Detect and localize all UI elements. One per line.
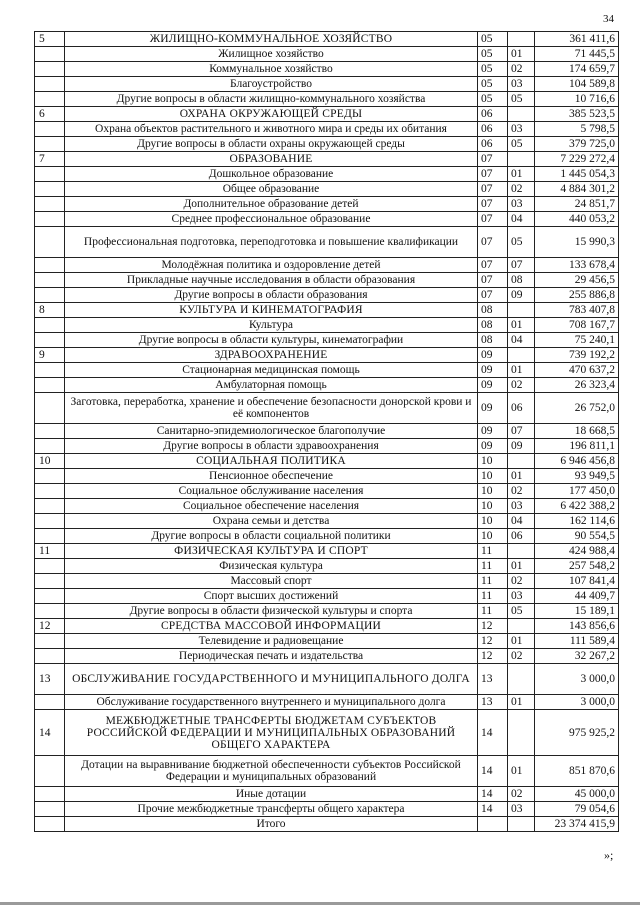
section-code-cell: 05 (478, 62, 508, 77)
section-code-cell: 11 (478, 589, 508, 604)
section-code-cell: 13 (478, 664, 508, 695)
subsection-row (35, 499, 619, 514)
row-name-cell: ФИЗИЧЕСКАЯ КУЛЬТУРА И СПОРТ (65, 544, 478, 559)
row-name-cell: Охрана объектов растительного и животного мира и среды их обитания (65, 122, 478, 137)
row-number-cell: 5 (35, 32, 65, 47)
subsection-row (35, 469, 619, 484)
row-name-cell: Дотации на выравнивание бюджетной обеспеченности субъектов Российской Федерации и муниципальных образований (65, 756, 478, 787)
subsection-code-cell: 03 (508, 197, 535, 212)
row-name-cell: Дополнительное образование детей (65, 197, 478, 212)
amount-cell: 739 192,2 (535, 348, 619, 363)
amount-cell: 3 000,0 (535, 695, 619, 710)
total-amount-cell: 23 374 415,9 (535, 817, 619, 832)
amount-cell: 45 000,0 (535, 787, 619, 802)
row-number-cell (35, 559, 65, 574)
amount-cell: 361 411,6 (535, 32, 619, 47)
row-number-cell (35, 787, 65, 802)
amount-cell: 975 925,2 (535, 710, 619, 756)
subsection-code-cell: 02 (508, 787, 535, 802)
subsection-code-cell: 04 (508, 212, 535, 227)
row-name-cell: Социальное обеспечение населения (65, 499, 478, 514)
subsection-row (35, 604, 619, 619)
amount-cell: 196 811,1 (535, 439, 619, 454)
row-number-cell (35, 529, 65, 544)
section-code-cell: 06 (478, 137, 508, 152)
budget-table-body (35, 32, 619, 832)
row-number-cell (35, 212, 65, 227)
row-number-cell (35, 484, 65, 499)
row-number-cell (35, 122, 65, 137)
row-name-cell: Прочие межбюджетные трансферты общего характера (65, 802, 478, 817)
amount-cell: 24 851,7 (535, 197, 619, 212)
subsection-code-cell: 01 (508, 756, 535, 787)
amount-cell: 379 725,0 (535, 137, 619, 152)
row-name-cell: ЖИЛИЩНО-КОММУНАЛЬНОЕ ХОЗЯЙСТВО (65, 32, 478, 47)
subsection-row (35, 695, 619, 710)
closing-quote-mark: »; (604, 848, 614, 862)
row-name-cell: Благоустройство (65, 77, 478, 92)
amount-cell: 15 189,1 (535, 604, 619, 619)
section-code-cell: 12 (478, 649, 508, 664)
section-code-cell: 06 (478, 122, 508, 137)
section-code-cell: 10 (478, 514, 508, 529)
subsection-row (35, 47, 619, 62)
subsection-code-cell: 02 (508, 574, 535, 589)
amount-cell: 257 548,2 (535, 559, 619, 574)
subsection-code-cell: 02 (508, 182, 535, 197)
subsection-code-cell: 06 (508, 529, 535, 544)
subsection-code-cell: 03 (508, 499, 535, 514)
section-code-cell: 10 (478, 484, 508, 499)
amount-cell: 385 523,5 (535, 107, 619, 122)
amount-cell: 1 445 054,3 (535, 167, 619, 182)
row-number-cell: 9 (35, 348, 65, 363)
subsection-row (35, 574, 619, 589)
row-number-cell (35, 439, 65, 454)
amount-cell: 6 422 388,2 (535, 499, 619, 514)
subsection-code-cell (508, 303, 535, 318)
row-number-cell (35, 756, 65, 787)
row-name-cell: Амбулаторная помощь (65, 378, 478, 393)
subsection-code-cell (508, 544, 535, 559)
row-number-cell: 6 (35, 107, 65, 122)
subsection-code-cell (508, 454, 535, 469)
section-code-cell: 11 (478, 559, 508, 574)
row-number-cell (35, 802, 65, 817)
row-name-cell: Телевидение и радиовещание (65, 634, 478, 649)
row-name-cell: Пенсионное обеспечение (65, 469, 478, 484)
subsection-row (35, 484, 619, 499)
section-code-cell: 10 (478, 454, 508, 469)
amount-cell: 162 114,6 (535, 514, 619, 529)
subsection-row (35, 787, 619, 802)
amount-cell: 851 870,6 (535, 756, 619, 787)
subsection-code-cell: 06 (508, 393, 535, 424)
subsection-row (35, 649, 619, 664)
total-row (35, 817, 619, 832)
subsection-code-cell: 01 (508, 47, 535, 62)
amount-cell: 18 668,5 (535, 424, 619, 439)
subsection-code-cell (508, 32, 535, 47)
subsection-code-cell: 01 (508, 318, 535, 333)
section-code-cell: 05 (478, 32, 508, 47)
subsection-code-cell: 05 (508, 227, 535, 258)
row-number-cell (35, 424, 65, 439)
row-name-cell: ОБСЛУЖИВАНИЕ ГОСУДАРСТВЕННОГО И МУНИЦИПАЛЬНОГО ДОЛГА (65, 664, 478, 695)
row-name-cell: Охрана семьи и детства (65, 514, 478, 529)
row-number-cell (35, 333, 65, 348)
section-code-cell: 11 (478, 604, 508, 619)
row-number-cell: 13 (35, 664, 65, 695)
row-number-cell (35, 574, 65, 589)
subsection-row (35, 212, 619, 227)
subsection-code-cell: 02 (508, 62, 535, 77)
subsection-code-cell: 01 (508, 469, 535, 484)
section-code-cell: 11 (478, 544, 508, 559)
subsection-row (35, 258, 619, 273)
section-row (35, 303, 619, 318)
row-name-cell: Другие вопросы в области культуры, кинематографии (65, 333, 478, 348)
subsection-row (35, 288, 619, 303)
amount-cell: 107 841,4 (535, 574, 619, 589)
subsection-row (35, 529, 619, 544)
row-name-cell: Периодическая печать и издательства (65, 649, 478, 664)
amount-cell: 5 798,5 (535, 122, 619, 137)
amount-cell: 10 716,6 (535, 92, 619, 107)
row-name-cell: Молодёжная политика и оздоровление детей (65, 258, 478, 273)
subsection-row (35, 393, 619, 424)
amount-cell: 470 637,2 (535, 363, 619, 378)
amount-cell: 90 554,5 (535, 529, 619, 544)
section-code-cell: 14 (478, 756, 508, 787)
row-name-cell: Стационарная медицинская помощь (65, 363, 478, 378)
row-name-cell: Другие вопросы в области здравоохранения (65, 439, 478, 454)
subsection-row (35, 318, 619, 333)
amount-cell: 174 659,7 (535, 62, 619, 77)
row-number-cell (35, 363, 65, 378)
row-name-cell: ОХРАНА ОКРУЖАЮЩЕЙ СРЕДЫ (65, 107, 478, 122)
row-name-cell: Профессиональная подготовка, переподготовка и повышение квалификации (65, 227, 478, 258)
subsection-row (35, 122, 619, 137)
section-code-cell: 07 (478, 288, 508, 303)
subsection-code-cell: 03 (508, 589, 535, 604)
section-row (35, 152, 619, 167)
page-number: 34 (603, 13, 614, 25)
amount-cell: 104 589,8 (535, 77, 619, 92)
subsection-code-cell: 01 (508, 559, 535, 574)
amount-cell: 75 240,1 (535, 333, 619, 348)
section-code-cell: 06 (478, 107, 508, 122)
section-code-cell: 14 (478, 710, 508, 756)
section-code-cell: 07 (478, 273, 508, 288)
row-number-cell (35, 77, 65, 92)
subsection-row (35, 137, 619, 152)
row-number-cell (35, 47, 65, 62)
row-name-cell: Заготовка, переработка, хранение и обеспечение безопасности донорской крови и её компонентов (65, 393, 478, 424)
subsection-code-cell: 03 (508, 77, 535, 92)
row-number-cell (35, 62, 65, 77)
amount-cell: 29 456,5 (535, 273, 619, 288)
row-number-cell: 10 (35, 454, 65, 469)
section-code-cell: 09 (478, 439, 508, 454)
section-row (35, 710, 619, 756)
subsection-code-cell: 07 (508, 424, 535, 439)
row-name-cell: Массовый спорт (65, 574, 478, 589)
section-row (35, 32, 619, 47)
subsection-code-cell: 08 (508, 273, 535, 288)
subsection-row (35, 167, 619, 182)
row-number-cell (35, 258, 65, 273)
section-code-cell: 07 (478, 182, 508, 197)
amount-cell: 424 988,4 (535, 544, 619, 559)
row-name-cell: Спорт высших достижений (65, 589, 478, 604)
section-code-cell: 09 (478, 378, 508, 393)
subsection-row (35, 802, 619, 817)
subsection-code-cell: 02 (508, 378, 535, 393)
row-number-cell (35, 393, 65, 424)
row-number-cell (35, 318, 65, 333)
section-code-cell: 05 (478, 47, 508, 62)
section-code-cell: 07 (478, 258, 508, 273)
section-code-cell: 10 (478, 529, 508, 544)
section-code-cell: 14 (478, 802, 508, 817)
row-name-cell: СРЕДСТВА МАССОВОЙ ИНФОРМАЦИИ (65, 619, 478, 634)
subsection-code-cell: 03 (508, 802, 535, 817)
amount-cell: 15 990,3 (535, 227, 619, 258)
row-number-cell (35, 649, 65, 664)
row-number-cell: 7 (35, 152, 65, 167)
row-name-cell: Другие вопросы в области жилищно-коммунального хозяйства (65, 92, 478, 107)
row-name-cell: Другие вопросы в области физической культуры и спорта (65, 604, 478, 619)
row-name-cell: Иные дотации (65, 787, 478, 802)
subsection-code-cell (508, 664, 535, 695)
subsection-code-cell: 05 (508, 137, 535, 152)
row-name-cell: Санитарно-эпидемиологическое благополучие (65, 424, 478, 439)
subsection-code-cell (508, 348, 535, 363)
row-name-cell: Общее образование (65, 182, 478, 197)
amount-cell: 26 323,4 (535, 378, 619, 393)
subsection-code-cell: 01 (508, 363, 535, 378)
subsection-row (35, 333, 619, 348)
section-code-cell: 08 (478, 303, 508, 318)
amount-cell: 71 445,5 (535, 47, 619, 62)
row-number-cell (35, 514, 65, 529)
row-number-cell (35, 499, 65, 514)
subsection-code-cell: 05 (508, 92, 535, 107)
amount-cell: 93 949,5 (535, 469, 619, 484)
row-number-cell: 8 (35, 303, 65, 318)
total-label-cell: Итого (65, 817, 478, 832)
subsection-row (35, 227, 619, 258)
row-number-cell: 11 (35, 544, 65, 559)
amount-cell: 79 054,6 (535, 802, 619, 817)
subsection-row (35, 378, 619, 393)
row-name-cell: МЕЖБЮДЖЕТНЫЕ ТРАНСФЕРТЫ БЮДЖЕТАМ СУБЪЕКТОВ РОССИЙСКОЙ ФЕДЕРАЦИИ И МУНИЦИПАЛЬНЫХ ОБРАЗОВАНИЙ ОБЩЕГО ХАРАКТЕРА (65, 710, 478, 756)
subsection-code-cell: 05 (508, 604, 535, 619)
row-number-cell (35, 378, 65, 393)
subsection-code-cell: 09 (508, 288, 535, 303)
subsection-row (35, 424, 619, 439)
amount-cell: 7 229 272,4 (535, 152, 619, 167)
amount-cell: 4 884 301,2 (535, 182, 619, 197)
section-code-cell: 07 (478, 227, 508, 258)
section-code-cell: 08 (478, 333, 508, 348)
row-number-cell (35, 167, 65, 182)
section-code-cell: 08 (478, 318, 508, 333)
subsection-code-cell (508, 619, 535, 634)
section-code-cell: 07 (478, 197, 508, 212)
amount-cell: 133 678,4 (535, 258, 619, 273)
row-name-cell: Культура (65, 318, 478, 333)
total-section-cell (478, 817, 508, 832)
row-name-cell: Коммунальное хозяйство (65, 62, 478, 77)
amount-cell: 6 946 456,8 (535, 454, 619, 469)
section-row (35, 544, 619, 559)
row-name-cell: Другие вопросы в области социальной политики (65, 529, 478, 544)
subsection-row (35, 589, 619, 604)
row-number-cell: 12 (35, 619, 65, 634)
subsection-row (35, 756, 619, 787)
section-row (35, 454, 619, 469)
subsection-row (35, 363, 619, 378)
subsection-row (35, 92, 619, 107)
section-row (35, 619, 619, 634)
subsection-code-cell: 01 (508, 634, 535, 649)
section-code-cell: 09 (478, 363, 508, 378)
row-number-cell (35, 589, 65, 604)
section-code-cell: 12 (478, 634, 508, 649)
subsection-code-cell: 04 (508, 514, 535, 529)
subsection-row (35, 514, 619, 529)
subsection-row (35, 182, 619, 197)
amount-cell: 3 000,0 (535, 664, 619, 695)
row-number-cell (35, 137, 65, 152)
row-number-cell (35, 469, 65, 484)
budget-allocation-table (34, 31, 619, 832)
subsection-row (35, 273, 619, 288)
section-code-cell: 13 (478, 695, 508, 710)
row-number-cell (35, 695, 65, 710)
subsection-row (35, 77, 619, 92)
amount-cell: 177 450,0 (535, 484, 619, 499)
subsection-code-cell (508, 152, 535, 167)
section-code-cell: 09 (478, 424, 508, 439)
section-code-cell: 10 (478, 469, 508, 484)
row-name-cell: СОЦИАЛЬНАЯ ПОЛИТИКА (65, 454, 478, 469)
row-number-cell (35, 273, 65, 288)
section-code-cell: 05 (478, 92, 508, 107)
row-name-cell: Физическая культура (65, 559, 478, 574)
amount-cell: 111 589,4 (535, 634, 619, 649)
subsection-code-cell: 02 (508, 649, 535, 664)
total-number-cell (35, 817, 65, 832)
section-row (35, 348, 619, 363)
subsection-code-cell (508, 710, 535, 756)
subsection-code-cell: 07 (508, 258, 535, 273)
row-name-cell: ОБРАЗОВАНИЕ (65, 152, 478, 167)
subsection-code-cell (508, 107, 535, 122)
section-code-cell: 07 (478, 152, 508, 167)
amount-cell: 26 752,0 (535, 393, 619, 424)
row-name-cell: Среднее профессиональное образование (65, 212, 478, 227)
section-code-cell: 05 (478, 77, 508, 92)
row-number-cell: 14 (35, 710, 65, 756)
subsection-code-cell: 02 (508, 484, 535, 499)
subsection-row (35, 559, 619, 574)
row-number-cell (35, 227, 65, 258)
row-name-cell: Обслуживание государственного внутреннего и муниципального долга (65, 695, 478, 710)
row-number-cell (35, 288, 65, 303)
row-number-cell (35, 197, 65, 212)
amount-cell: 32 267,2 (535, 649, 619, 664)
row-name-cell: Социальное обслуживание населения (65, 484, 478, 499)
row-name-cell: КУЛЬТУРА И КИНЕМАТОГРАФИЯ (65, 303, 478, 318)
row-number-cell (35, 604, 65, 619)
total-subsection-cell (508, 817, 535, 832)
amount-cell: 255 886,8 (535, 288, 619, 303)
section-row (35, 664, 619, 695)
amount-cell: 440 053,2 (535, 212, 619, 227)
row-name-cell: Прикладные научные исследования в области образования (65, 273, 478, 288)
subsection-row (35, 439, 619, 454)
section-code-cell: 09 (478, 393, 508, 424)
row-name-cell: Другие вопросы в области образования (65, 288, 478, 303)
subsection-row (35, 197, 619, 212)
subsection-code-cell: 01 (508, 167, 535, 182)
row-name-cell: ЗДРАВООХРАНЕНИЕ (65, 348, 478, 363)
row-name-cell: Другие вопросы в области охраны окружающей среды (65, 137, 478, 152)
amount-cell: 708 167,7 (535, 318, 619, 333)
row-name-cell: Дошкольное образование (65, 167, 478, 182)
row-number-cell (35, 182, 65, 197)
section-row (35, 107, 619, 122)
row-number-cell (35, 634, 65, 649)
section-code-cell: 10 (478, 499, 508, 514)
row-number-cell (35, 92, 65, 107)
amount-cell: 143 856,6 (535, 619, 619, 634)
section-code-cell: 11 (478, 574, 508, 589)
subsection-code-cell: 03 (508, 122, 535, 137)
section-code-cell: 12 (478, 619, 508, 634)
subsection-code-cell: 04 (508, 333, 535, 348)
amount-cell: 44 409,7 (535, 589, 619, 604)
subsection-code-cell: 09 (508, 439, 535, 454)
row-name-cell: Жилищное хозяйство (65, 47, 478, 62)
amount-cell: 783 407,8 (535, 303, 619, 318)
subsection-row (35, 634, 619, 649)
subsection-row (35, 62, 619, 77)
section-code-cell: 07 (478, 212, 508, 227)
section-code-cell: 07 (478, 167, 508, 182)
subsection-code-cell: 01 (508, 695, 535, 710)
section-code-cell: 14 (478, 787, 508, 802)
section-code-cell: 09 (478, 348, 508, 363)
